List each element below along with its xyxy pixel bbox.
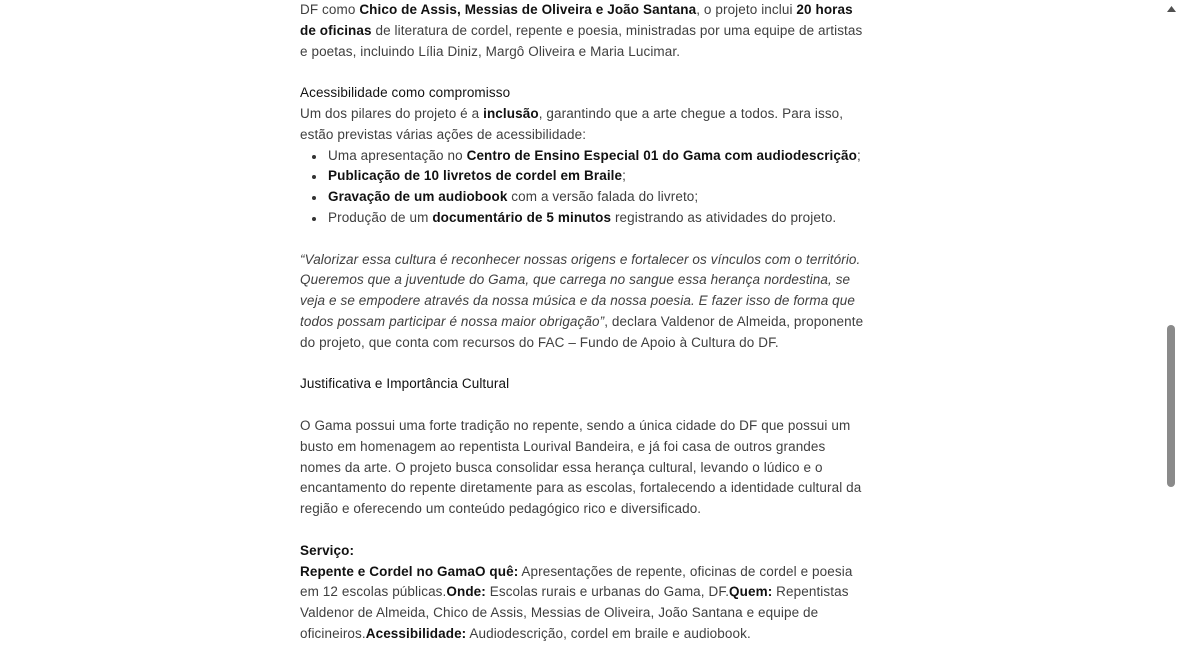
text: Produção de um [328,209,433,225]
bold-text: inclusão [483,105,539,121]
section-heading-accessibility: Acessibilidade como compromisso [300,85,511,101]
triangle-up-icon [1167,6,1176,12]
text: de literatura de cordel, repente e poesia, ministradas por uma equipe de artistas e poetas, incluindo Lília Diniz, Margô Oliveira e Maria Lucimar. [300,22,863,59]
bold-text: Repente e Cordel no Gama [300,563,475,579]
spacer [300,62,870,83]
text: com a versão falada do livreto; [507,189,699,205]
bold-text: 20 horas de oficinas [300,2,853,38]
text: Audiodescrição, cordel em braile e audiobook. [466,625,751,641]
article-body [300,0,870,645]
text: Apresentações de repente, oficinas de cordel e poesia em 12 escolas públicas. [300,563,853,600]
text: Repentistas Valdenor de Almeida, Chico de Assis, Messias de Oliveira, João Santana e equipe de oficineiros. [300,584,849,641]
paragraph-workshops [300,0,870,62]
bold-text: Acessibilidade: [365,625,467,641]
bold-text: Centro de Ensino Especial 01 do Gama com audiodescrição [466,147,857,163]
accessibility-list [300,146,870,229]
paragraph-justification: O Gama possui uma forte tradição no repente, sendo a única cidade do DF que possui um busto em homenagem ao repentista Lourival Bandeira, e já foi casa de outros grandes nomes da arte. O projeto busca consolidar essa herança cultural, levando o lúdico e o encantamento do repente diretamente para as escolas, fortalecendo a identidade cultural da região e oferecendo um conteúdo pedagógico rico e diversificado. [300,417,862,517]
text: , garantindo que a arte chegue a todos. Para isso, estão previstas várias ações de acessibilidade: [300,105,844,142]
list-item [328,208,870,229]
paragraph-quote [300,250,870,354]
text: , o projeto inclui [696,2,797,17]
text: ; [856,147,861,163]
spacer [300,520,870,541]
paragraph-service [300,562,870,645]
bold-text: documentário de 5 minutos [432,209,612,225]
text: , declara Valdenor de Almeida, proponente do projeto, que conta com recursos do FAC – Fundo de Apoio à Cultura do DF. [300,313,864,350]
section-heading-service [300,541,870,562]
bold-text: Onde: [446,584,486,600]
text: Um dos pilares do projeto é a [300,105,484,121]
list-item [328,146,870,167]
bold-text: Gravação de um audiobook [328,189,508,205]
scrollbar-thumb[interactable] [1167,325,1175,487]
bold-text: O quê: [474,563,519,579]
text: Uma apresentação no [328,147,467,163]
bold-text: Serviço: [300,542,355,558]
vertical-scrollbar[interactable] [1163,0,1180,641]
spacer [300,395,870,416]
scroll-up-button[interactable] [1163,0,1180,17]
bold-text: Quem: [729,584,773,600]
text: DF como [300,2,360,17]
text: Escolas rurais e urbanas do Gama, DF. [485,584,730,600]
bold-text: Chico de Assis, Messias de Oliveira e João Santana [359,2,697,17]
paragraph-accessibility-intro [300,104,870,146]
spacer [300,354,870,375]
text: ; [622,168,626,184]
quote-text: “Valorizar essa cultura é reconhecer nossas origens e fortalecer os vínculos com o território. Queremos que a juventude do Gama, que carrega no sangue essa herança nordestina, se veja e se empodere através da nossa música e da nossa poesia. E fazer isso de forma que todos possam participar é nossa maior obrigação” [300,251,861,329]
text: registrando as atividades do projeto. [611,209,837,225]
list-item [328,187,870,208]
spacer [300,229,870,250]
list-item [328,166,870,187]
section-heading-justification: Justificativa e Importância Cultural [300,376,510,392]
bold-text: Publicação de 10 livretos de cordel em Braile [328,168,623,184]
